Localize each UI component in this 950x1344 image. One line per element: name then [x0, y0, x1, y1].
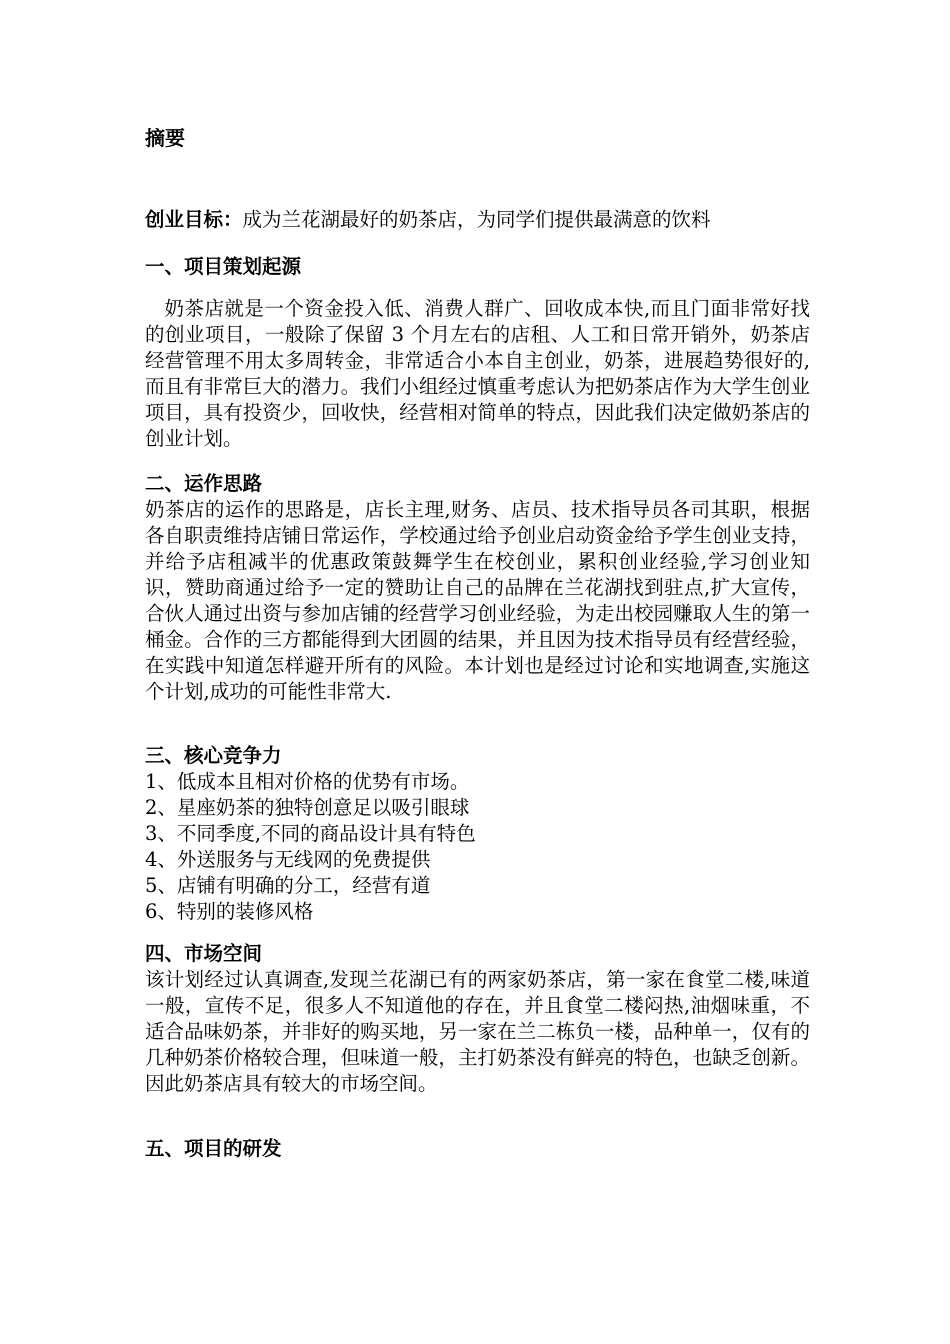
section-heading: 三、核心竞争力 — [145, 744, 282, 767]
abstract-title: 摘要 — [145, 126, 185, 150]
section-heading: 四、市场空间 — [145, 942, 263, 965]
list-item: 1、低成本且相对价格的优势有市场。 — [145, 770, 470, 793]
list-item: 3、不同季度,不同的商品设计具有特色 — [145, 822, 476, 845]
section-project-rnd — [145, 1136, 810, 1162]
section-paragraph: 该计划经过认真调查,发现兰花湖已有的两家奶茶店，第一家在食堂二楼,味道一般，宣传不足，很多人不知道他的存在，并且食堂二楼闷热,油烟味重，不适合品味奶茶，并非好的购买地，另一家在兰二栋负一楼，品种单一，仅有的几种奶茶价格较合理，但味道一般，主打奶茶没有鲜亮的特色，也缺乏创新。因此奶茶店具有较大的市场空间。 — [145, 968, 810, 1095]
business-goal — [145, 206, 711, 234]
section-heading: 一、项目策划起源 — [145, 255, 302, 278]
list-item: 6、特别的装修风格 — [145, 900, 314, 923]
section-heading: 二、运作思路 — [145, 472, 263, 495]
list-item: 5、店铺有明确的分工，经营有道 — [145, 874, 431, 897]
business-goal-text: 成为兰花湖最好的奶茶店，为同学们提供最满意的饮料 — [242, 208, 711, 231]
section-paragraph: 奶茶店的运作的思路是，店长主理,财务、店员、技术指导员各司其职，根据各自职责维持店铺日常运作，学校通过给予创业启动资金给予学生创业支持，并给予店租减半的优惠政策鼓舞学生在校创业，累积创业经验,学习创业知识，赞助商通过给予一定的赞助让自己的品牌在兰花湖找到驻点,扩大宣传，合伙人通过出资与参加店铺的经营学习创业经验，为走出校园赚取人生的第一桶金。合作的三方都能得到大团圆的结果，并且因为技术指导员有经营经验，在实践中知道怎样避开所有的风险。本计划也是经过讨论和实地调查,实施这个计划,成功的可能性非常大. — [145, 498, 810, 703]
section-core-competitiveness — [145, 743, 810, 925]
section-project-origin — [145, 254, 810, 452]
section-market-space — [145, 941, 810, 1097]
section-paragraph: 奶茶店就是一个资金投入低、消费人群广、回收成本快,而且门面非常好找的创业项目，一般除了保留 3 个月左右的店租、人工和日常开销外，奶茶店经营管理不用太多周转金，非常适合小本自主创业，奶茶，进展趋势很好的,而且有非常巨大的潜力。我们小组经过慎重考虑认为把奶茶店作为大学生创业项目，具有投资少，回收快，经营相对简单的特点，因此我们决定做奶茶店的创业计划。 — [145, 297, 810, 450]
business-goal-label: 创业目标： — [145, 208, 243, 231]
competitiveness-list — [145, 769, 810, 925]
section-operation-idea — [145, 471, 810, 705]
list-item: 2、星座奶茶的独特创意足以吸引眼球 — [145, 796, 470, 819]
list-item: 4、外送服务与无线网的免费提供 — [145, 848, 431, 871]
section-heading: 五、项目的研发 — [145, 1137, 282, 1160]
